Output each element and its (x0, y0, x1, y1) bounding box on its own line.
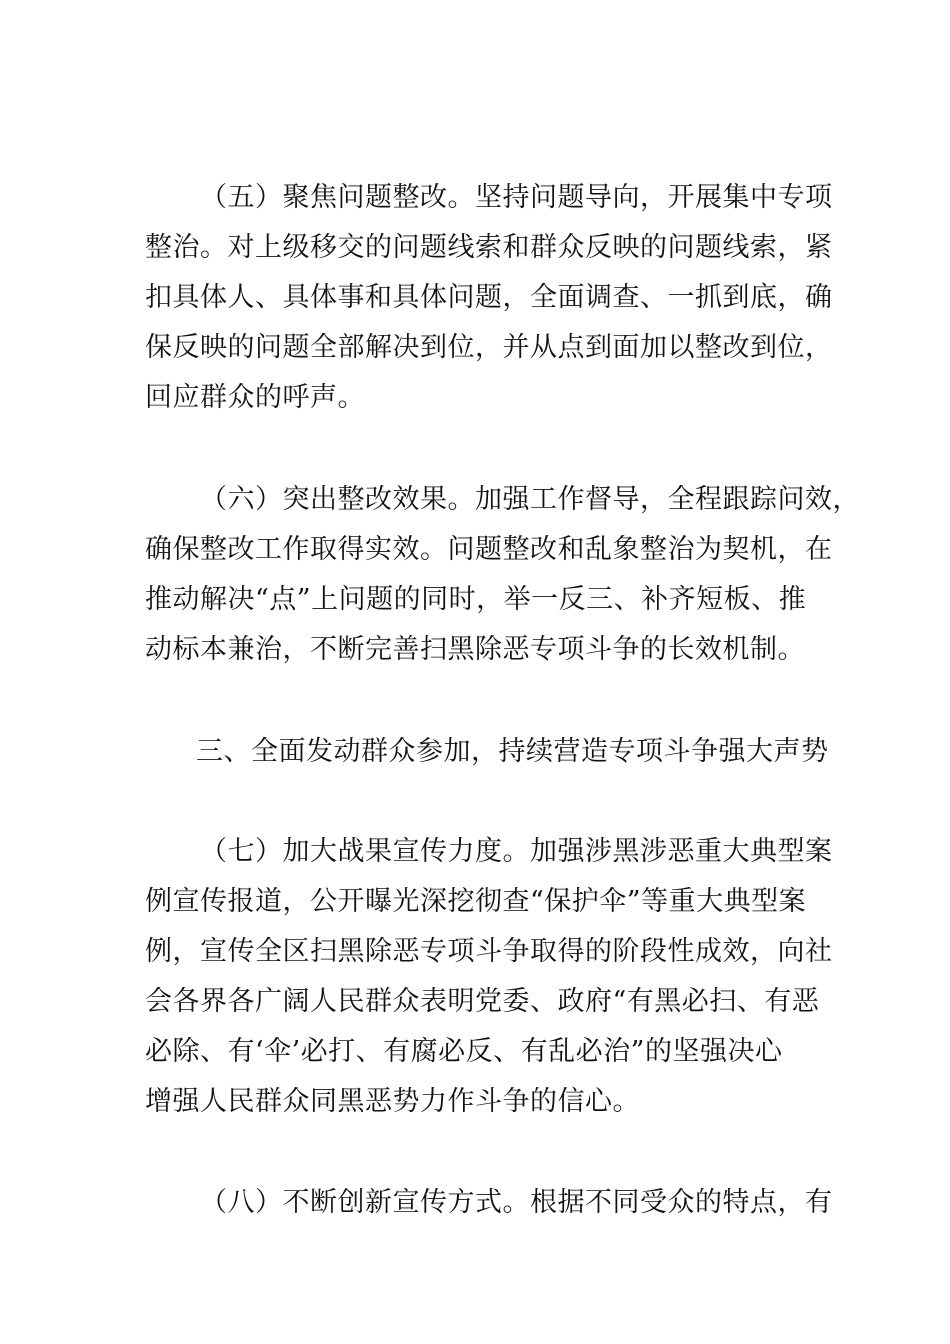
paragraph-6-line-1: （六）突出整改效果。加强工作督导，全程跟踪问效， (200, 484, 860, 515)
paragraph-7-line-2: 例宣传报道，公开曝光深挖彻查“保护伞”等重大典型案 (145, 886, 807, 917)
paragraph-7-line-1: （七）加大战果宣传力度。加强涉黑涉恶重大典型案 (200, 836, 833, 867)
paragraph-7-line-3: 例，宣传全区扫黑除恶专项斗争取得的阶段性成效，向社 (145, 936, 833, 967)
paragraph-6-line-4: 动标本兼治，不断完善扫黑除恶专项斗争的长效机制。 (145, 634, 805, 665)
paragraph-7-line-6: 增强人民群众同黑恶势力作斗争的信心。 (145, 1086, 640, 1117)
paragraph-5-line-3: 扣具体人、具体事和具体问题，全面调查、一抓到底，确 (145, 282, 833, 313)
paragraph-5-line-2: 整治。对上级移交的问题线索和群众反映的问题线索，紧 (145, 232, 833, 263)
paragraph-5-line-4: 保反映的问题全部解决到位，并从点到面加以整改到位， (145, 332, 833, 363)
paragraph-5-line-5: 回应群众的呼声。 (145, 382, 365, 413)
section-heading-3: 三、全面发动群众参加，持续营造专项斗争强大声势 (196, 736, 829, 767)
paragraph-6-line-3: 推动解决“点”上问题的同时，举一反三、补齐短板、推 (145, 584, 807, 615)
paragraph-6-line-2: 确保整改工作取得实效。问题整改和乱象整治为契机，在 (145, 534, 833, 565)
paragraph-7-line-5: 必除、有‘伞’必打、有腐必反、有乱必治”的坚强决心 (145, 1036, 783, 1067)
paragraph-5-line-1: （五）聚焦问题整改。坚持问题导向，开展集中专项 (200, 182, 833, 213)
paragraph-7-line-4: 会各界各广阔人民群众表明党委、政府“有黑必扫、有恶 (145, 986, 820, 1017)
paragraph-8-line-1: （八）不断创新宣传方式。根据不同受众的特点，有 (200, 1187, 833, 1218)
